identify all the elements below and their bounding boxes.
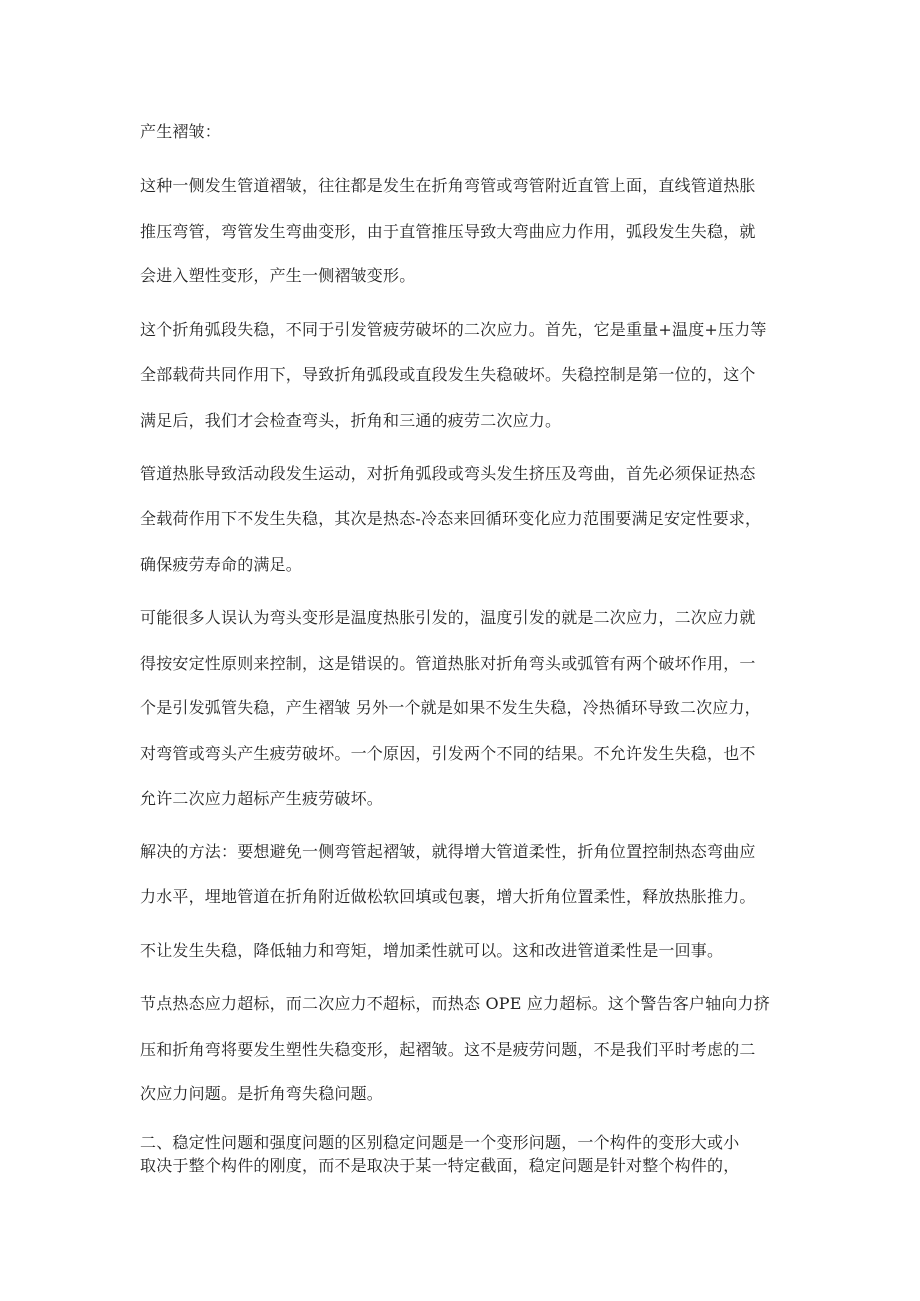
text-line: 全部载荷共同作用下，导致折角弧段或直段发生失稳破坏。失稳控制是第一位的，这个 [140, 365, 756, 384]
text-line: 全载荷作用下不发生失稳，其次是热态-冷态来回循环变化应力范围要满足安定性要求， [140, 509, 762, 528]
text-line: 力水平，埋地管道在折角附近做松软回填或包裹，增大折角位置柔性，释放热胀推力。 [140, 887, 756, 906]
text-line: 次应力问题。是折角弯失稳问题。 [140, 1084, 384, 1103]
text-line: 满足后，我们才会检查弯头，折角和三通的疲劳二次应力。 [140, 411, 562, 430]
text-line: 解决的方法：要想避免一侧弯管起褶皱，就得增大管道柔性，折角位置控制热态弯曲应 [140, 842, 756, 861]
text-line: 得按安定性原则来控制，这是错误的。管道热胀对折角弯头或弧管有两个破坏作用，一 [140, 654, 756, 673]
text-line: 会进入塑性变形，产生一侧褶皱变形。 [140, 266, 416, 285]
text-line: 节点热态应力超标，而二次应力不超标，而热态 OPE 应力超标。这个警告客户轴向力挤 [140, 994, 770, 1013]
text-line: 不让发生失稳，降低轴力和弯矩，增加柔性就可以。这和改进管道柔性是一回事。 [140, 941, 724, 960]
text-line: 压和折角弯将要发生塑性失稳变形，起褶皱。这不是疲劳问题，不是我们平时考虑的二 [140, 1040, 756, 1059]
text-line: 推压弯管，弯管发生弯曲变形，由于直管推压导致大弯曲应力作用，弧段发生失稳，就 [140, 222, 756, 241]
text-line: 可能很多人误认为弯头变形是温度热胀引发的，温度引发的就是二次应力，二次应力就 [140, 608, 756, 627]
text-line: 这种一侧发生管道褶皱，往往都是发生在折角弯管或弯管附近直管上面，直线管道热胀 [140, 176, 756, 195]
text-line: 允许二次应力超标产生疲劳破坏。 [140, 789, 384, 808]
text-line: 管道热胀导致活动段发生运动，对折角弧段或弯头发生挤压及弯曲，首先必须保证热态 [140, 464, 756, 483]
text-line: 确保疲劳寿命的满足。 [140, 555, 303, 574]
text-line: 对弯管或弯头产生疲劳破坏。一个原因，引发两个不同的结果。不允许发生失稳，也不 [140, 744, 756, 763]
text-line: 这个折角弧段失稳，不同于引发管疲劳破坏的二次应力。首先，它是重量+温度+压力等 [140, 320, 767, 339]
text-line: 二、稳定性问题和强度问题的区别稳定问题是一个变形问题，一个构件的变形大或小 [140, 1133, 740, 1152]
text-line: 产生褶皱： [140, 122, 222, 141]
text-line: 取决于整个构件的刚度，而不是取决于某一特定截面，稳定问题是针对整个构件的， [140, 1156, 740, 1175]
text-line: 个是引发弧管失稳，产生褶皱 另外一个就是如果不发生失稳，冷热循环导致二次应力， [140, 698, 761, 717]
